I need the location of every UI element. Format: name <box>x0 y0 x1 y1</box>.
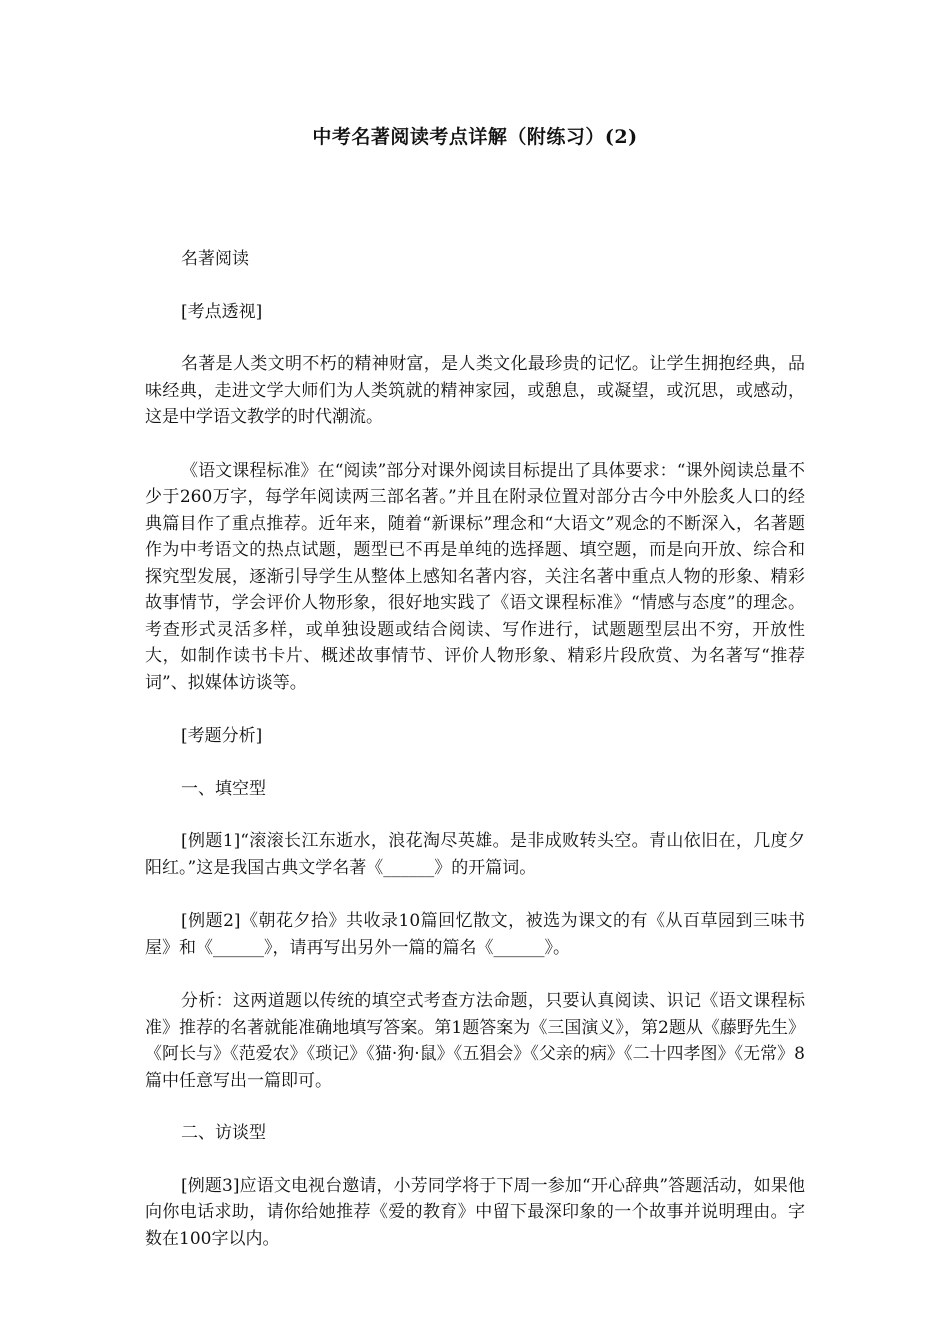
document-title: 中考名著阅读考点详解（附练习）(2) <box>312 126 638 148</box>
subheading-interview: 二、访谈型 <box>181 1123 266 1143</box>
subheading-fill-in: 一、填空型 <box>181 778 266 799</box>
paragraph-intro: 名著是人类文明不朽的精神财富，是人类文化最珍贵的记忆。让学生拥抱经典，品味经典，走进文学大师们为人类筑就的精神家园，或憩息，或凝望，或沉思，或感动，这是中学语文教学的时代潮流。 <box>145 354 805 427</box>
section-heading-famous-books: 名著阅读 <box>181 249 249 269</box>
section-heading-exam-analysis: [考题分析] <box>181 726 263 746</box>
analysis-paragraph: 分析：这两道题以传统的填空式考查方法命题，只要认真阅读、识记《语文课程标准》推荐的名著就能准确地填写答案。第1题答案为《三国演义》，第2题从《藤野先生》《阿长与》《范爱农》《琐记》《猫·狗·鼠》《五猖会》《父亲的病》《二十四孝图》《无常》8篇中任意写出一篇即可。 <box>145 991 805 1091</box>
example-3: [例题3]应语文电视台邀请，小芳同学将于下周一参加“开心辞典”答题活动，如果他向你电话求助，请你给她推荐《爱的教育》中留下最深印象的一个故事并说明理由。字数在100字以内。 <box>145 1175 805 1249</box>
example-2: [例题2]《朝花夕拾》共收录10篇回忆散文，被选为课文的有《从百草园到三味书屋》和《______》，请再写出另外一篇的篇名《______》。 <box>145 911 805 958</box>
section-heading-key-points: [考点透视] <box>181 301 263 322</box>
example-1: [例题1]“滚滚长江东逝水，浪花淘尽英雄。是非成败转头空。青山依旧在，几度夕阳红。”这是我国古典文学名著《______》的开篇词。 <box>145 831 805 878</box>
paragraph-curriculum-standard: 《语文课程标准》在“阅读”部分对课外阅读目标提出了具体要求：“课外阅读总量不少于260万字，每学年阅读两三部名著。”并且在附录位置对部分古今中外脍炙人口的经典篇目作了重点推荐。近年来，随着“新课标”理念和“大语文”观念的不断深入，名著题作为中考语文的热点试题，题型已不再是单纯的选择题、填空题，而是向开放、综合和探究型发展，逐渐引导学生从整体上感知名著内容，关注名著中重点人物的形象、精彩故事情节，学会评价人物形象，很好地实践了《语文课程标准》“情感与态度”的理念。考查形式灵活多样，或单独设题或结合阅读、写作进行，试题题型层出不穷，开放性大，如制作读书卡片、概述故事情节、评价人物形象、精彩片段欣赏、为名著写“推荐词”、拟媒体访谈等。 <box>145 460 805 693</box>
document-body <box>145 246 805 1252</box>
